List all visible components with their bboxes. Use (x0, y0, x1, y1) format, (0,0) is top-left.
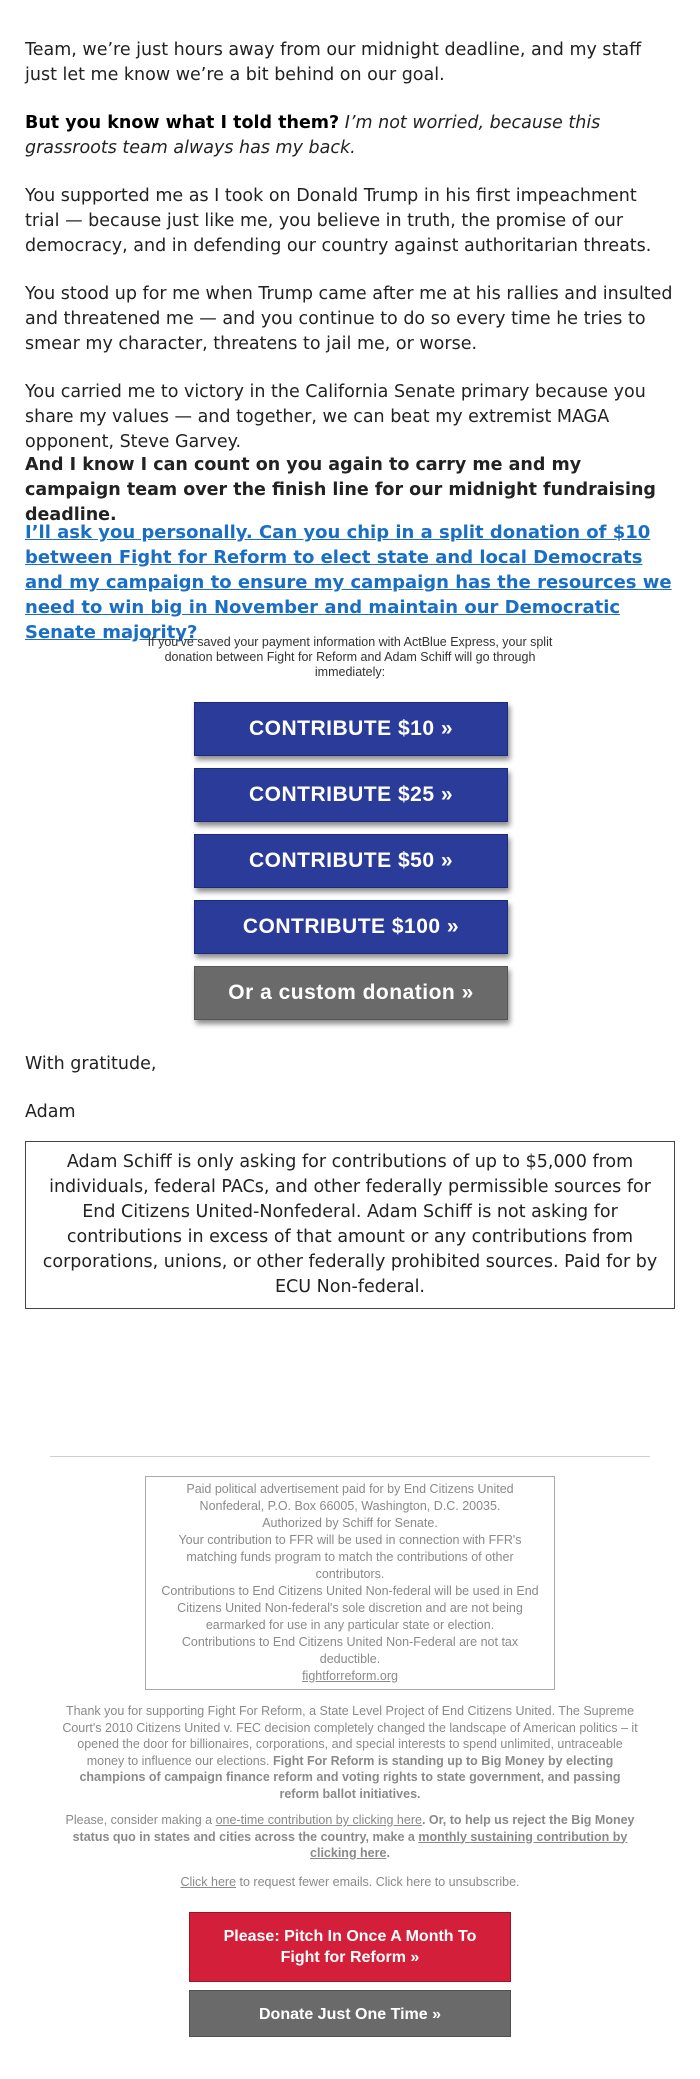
fewer-emails-link[interactable]: Click here (180, 1875, 237, 1889)
paragraph-not-worried (25, 111, 675, 161)
thanks-text: Thank you for supporting Fight For Reform, a State Level Project of End Citizens United. The Supreme Court's 2010 Citizens United v. FEC decision completely changed the landscape of American politics – it opened the door for billionaires, corporations, and special interests to spend unlimited, untraceable money to influence our elections. (62, 1704, 638, 1768)
contribute-100-button[interactable]: CONTRIBUTE $100 » (194, 900, 508, 954)
contribution-disclaimer-box: Adam Schiff is only asking for contributions of up to $5,000 from individuals, federal PACs, and other federally permissible sources for End Citizens United-Nonfederal. Adam Schiff is not asking for contributions in excess of that amount or any contributions from corporations, unions, or other federally prohibited sources. Paid for by ECU Non-federal. (25, 1141, 675, 1309)
split-donation-ask-link[interactable]: I’ll ask you personally. Can you chip in a split donation of $10 between Fight for Reform to elect state and local Democrats and my campaign to ensure my campaign has the resources we need to win big in November and maintain our Democratic Senate majority? (25, 522, 672, 643)
contribute-25-button[interactable]: CONTRIBUTE $25 » (194, 768, 508, 822)
thanks-bold: Fight For Reform is standing up to Big Money by electing champions of campaign finance reform and voting rights to state government, and passing reform ballot initiatives. (79, 1753, 621, 1801)
fewer-emails-text: to request fewer emails. Click here to unsubscribe. (239, 1875, 520, 1889)
consider-end: . (386, 1846, 390, 1860)
consider-paragraph (58, 1812, 642, 1862)
monthly-donation-label: Please: Pitch In Once A Month To Fight for Reform » (223, 1928, 477, 1966)
authorized-line: Authorized by Schiff for Senate. (262, 1516, 438, 1530)
thanks-paragraph (58, 1703, 642, 1802)
monthly-donation-button[interactable] (189, 1912, 511, 1982)
tax-line: Contributions to End Citizens United Non-Federal are not tax deductible. (181, 1635, 519, 1666)
paid-for-line: Paid political advertisement paid for by End Citizens United Nonfederal, P.O. Box 66005, Washington, D.C. 20035. (186, 1482, 514, 1513)
custom-donation-button[interactable]: Or a custom donation » (194, 966, 508, 1020)
one-time-donation-button[interactable]: Donate Just One Time » (189, 1990, 511, 2037)
fewer-emails-line (58, 1874, 642, 1891)
monthly-contribution-link[interactable]: monthly sustaining contribution by clicking here (310, 1829, 628, 1860)
matching-funds-line: Your contribution to FFR will be used in connection with FFR's matching funds program to match the contributions of other contributors. (178, 1533, 522, 1581)
actblue-express-note: If you've saved your payment information with ActBlue Express, your split donation between Fight for Reform and Adam Schiff will go through immediately: (147, 635, 553, 679)
fightforreform-link[interactable]: fightforreform.org (302, 1669, 398, 1683)
paragraph-impeachment: You supported me as I took on Donald Trump in his first impeachment trial — because just like me, you believe in truth, the promise of our democracy, and in defending our country against authoritarian threats. (25, 186, 652, 256)
consider-pre: Please, consider making a (65, 1813, 213, 1827)
one-time-contribution-link[interactable]: one-time contribution by clicking here (215, 1813, 422, 1827)
footer-divider (50, 1456, 650, 1457)
contribute-10-button[interactable]: CONTRIBUTE $10 » (194, 702, 508, 756)
consider-mid: . Or, to help us reject the Big Money status quo in states and cities across the country, make a (72, 1813, 635, 1844)
signature: Adam (25, 1102, 76, 1122)
italic-answer: I’m not worried, because this grassroots team always has my back. (25, 113, 601, 158)
paragraph-rallies: You stood up for me when Trump came after me at his rallies and insulted and threatened me — and you continue to do so every time he tries to smear my character, threatens to jail me, or worse. (25, 284, 673, 354)
earmark-line: Contributions to End Citizens United Non-federal will be used in End Citizens United Non-federal's sole discretion and are not being earmarked for use in any particular state or election. (161, 1584, 539, 1632)
bold-question: But you know what I told them? (25, 113, 340, 133)
paid-for-box (145, 1476, 555, 1690)
closing-line: With gratitude, (25, 1054, 157, 1074)
paragraph-primary: You carried me to victory in the California Senate primary because you share my values — and together, we can beat my extremist MAGA opponent, Steve Garvey. (25, 382, 646, 452)
contribute-50-button[interactable]: CONTRIBUTE $50 » (194, 834, 508, 888)
paragraph-intro: Team, we’re just hours away from our midnight deadline, and my staff just let me know we’re a bit behind on our goal. (25, 40, 642, 85)
paragraph-count-on-you: And I know I can count on you again to carry me and my campaign team over the finish line for our midnight fundraising deadline. (25, 455, 656, 525)
